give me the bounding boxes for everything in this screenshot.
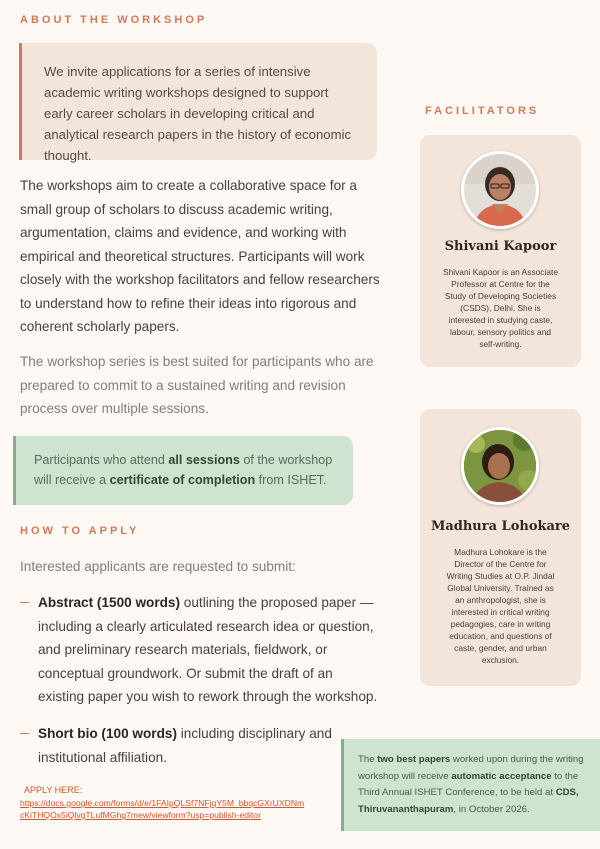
apply-intro: Interested applicants are requested to submit: <box>20 559 296 574</box>
apply-heading: HOW TO APPLY <box>20 525 140 537</box>
award-text-post: , in October 2026. <box>453 803 530 815</box>
certificate-callout <box>13 436 353 505</box>
facilitator-bio: Madhura Lohokare is the Director of the Centre for Writing Studies at O.P. Jindal Global University. Trained as an anthropologist, she is interested in critical writing pedagogies, care in writing education, and questions of caste, gender, and urban exclusion. <box>446 547 555 665</box>
certificate-text-mid: of the workshop will receive a <box>34 453 333 487</box>
about-heading: ABOUT THE WORKSHOP <box>20 14 208 26</box>
facilitator-bio: Shivani Kapoor is an Associate Professor at Centre for the Study of Developing Societies (CSDS), Delhi. She is interested in studying caste, labour, sensory politics and self-writing. <box>443 267 558 349</box>
award-bold-venue: CDS, Thiruvananthapuram <box>358 787 579 815</box>
facilitator-card-shivani <box>420 135 581 367</box>
certificate-text-post: from ISHET. <box>255 473 327 487</box>
intro-text: We invite applications for a series of intensive academic writing workshops designed to support early career scholars in developing critical and analytical research papers in the history of economic thought. <box>44 64 352 163</box>
apply-item-abstract <box>38 591 378 709</box>
apply-item-bold: Abstract (1500 words) <box>38 595 181 610</box>
apply-link-label: APPLY HERE: <box>24 785 83 795</box>
award-bold-best-papers: two best papers <box>377 754 451 765</box>
apply-item-text: including disciplinary and institutional affiliation. <box>38 726 332 765</box>
list-dash <box>20 733 29 734</box>
apply-item-text: outlining the proposed paper — including a clearly articulated research idea or question, and preliminary research materials, fieldwork, or conceptual groundwork. Or submit the draft of an existing paper you wish to rework through the workshop. <box>38 595 378 704</box>
about-paragraph-2: The workshop series is best suited for participants who are prepared to commit to a sustained writing and revision process over multiple sessions. <box>20 354 374 416</box>
award-text-mid2: to the Third Annual ISHET Conference, to be held at <box>358 770 579 798</box>
certificate-bold-completion: certificate of completion <box>109 473 256 487</box>
intro-callout <box>19 43 377 163</box>
facilitator-name: Madhura Lohokare <box>430 519 571 534</box>
best-papers-callout <box>341 739 600 831</box>
list-dash <box>20 602 29 603</box>
about-paragraph-1: The workshops aim to create a collaborative space for a small group of scholars to discuss academic writing, argumentation, claims and evidence, and working with empirical and theoretical structures. Participants will work closely with the workshop facilitators and fellow researchers to understand how to refine their ideas into rigorous and coherent scholarly papers. <box>20 178 380 334</box>
apply-form-link[interactable]: https://docs.google.com/forms/d/e/1FAIpQLSf7NFjqY5M_bbqcGXrUXDNmcKiTHQOx5iQlvgTLufMGhg7mew/viewform?usp=publish-editor <box>20 798 305 820</box>
facilitator-name: Shivani Kapoor <box>444 239 557 254</box>
certificate-bold-sessions: all sessions <box>168 453 240 467</box>
award-text-mid1: worked upon during the writing workshop will receive <box>358 754 584 782</box>
apply-item-bio <box>38 722 378 769</box>
portrait-photo-icon <box>464 430 536 502</box>
avatar <box>461 151 539 229</box>
apply-item-bold: Short bio (100 words) <box>38 726 177 741</box>
award-text-pre: The <box>358 754 378 765</box>
portrait-photo-icon <box>464 154 536 226</box>
facilitator-card-madhura <box>420 409 581 686</box>
certificate-text-pre: Participants who attend <box>34 453 169 467</box>
avatar <box>461 427 539 505</box>
facilitators-heading: FACILITATORS <box>425 105 540 117</box>
award-bold-acceptance: automatic acceptance <box>451 770 552 782</box>
